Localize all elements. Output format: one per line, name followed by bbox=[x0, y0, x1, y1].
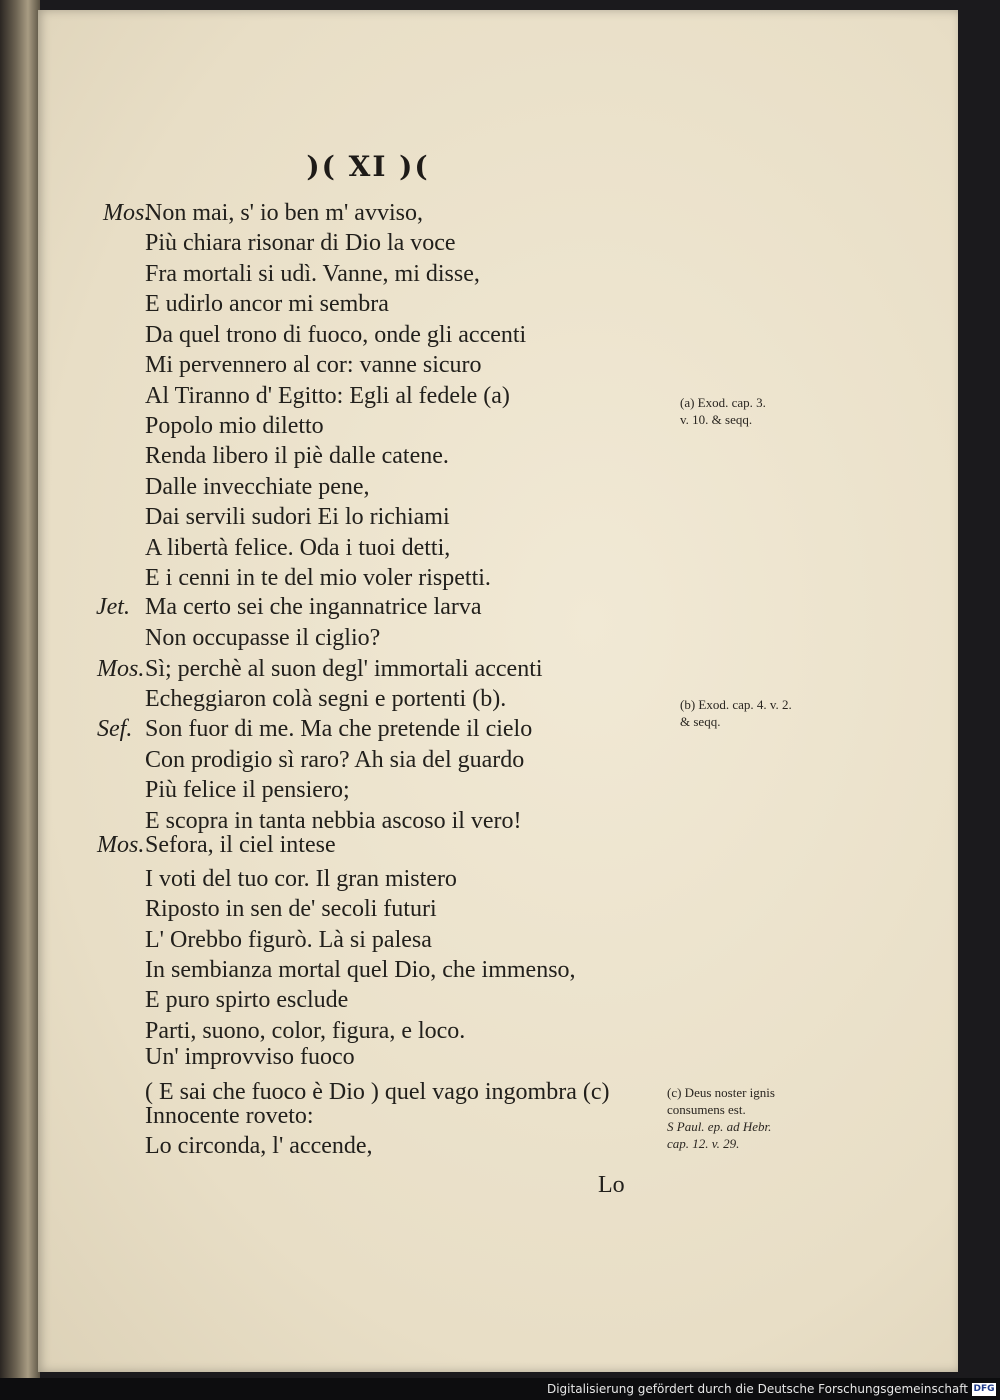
verse-line: Innocente roveto: bbox=[145, 1103, 314, 1129]
verse-line: Popolo mio diletto bbox=[145, 413, 324, 439]
dfg-logo-icon: DFG bbox=[973, 1384, 995, 1394]
note-line: & seqq. bbox=[680, 714, 721, 729]
speaker-label: Mos. bbox=[97, 656, 145, 682]
verse-line: Dai servili sudori Ei lo richiami bbox=[145, 504, 450, 530]
note-line: S Paul. ep. ad Hebr. bbox=[667, 1119, 772, 1134]
verse-line: I voti del tuo cor. Il gran mistero bbox=[145, 866, 457, 892]
margin-note-b bbox=[680, 696, 792, 730]
catchword: Lo bbox=[598, 1172, 625, 1198]
verse-line: E udirlo ancor mi sembra bbox=[145, 291, 389, 317]
verse-line: Son fuor di me. Ma che pretende il cielo bbox=[145, 716, 533, 742]
verse-line: E scopra in tanta nebbia ascoso il vero! bbox=[145, 808, 522, 834]
verse-line: A libertà felice. Oda i tuoi detti, bbox=[145, 535, 451, 561]
verse-line: Un' improvviso fuoco bbox=[145, 1044, 355, 1070]
verse-line: Parti, suono, color, figura, e loco. bbox=[145, 1018, 466, 1044]
speaker-label: Mos. bbox=[103, 200, 151, 226]
margin-note-c bbox=[667, 1084, 775, 1152]
verse-line: Da quel trono di fuoco, onde gli accenti bbox=[145, 322, 527, 348]
verse-line: In sembianza mortal quel Dio, che immenso, bbox=[145, 957, 576, 983]
footer-credit: Digitalisierung gefördert durch die Deutsche Forschungsgemeinschaft bbox=[546, 1382, 968, 1396]
verse-line: Renda libero il piè dalle catene. bbox=[145, 443, 449, 469]
adjacent-page-edge bbox=[0, 0, 40, 1378]
verse-line: Echeggiaron colà segni e portenti (b). bbox=[145, 686, 507, 712]
speaker-label: Jet. bbox=[96, 594, 130, 620]
footer-bar bbox=[0, 1378, 1000, 1400]
verse-line: L' Orebbo figurò. Là si palesa bbox=[145, 927, 432, 953]
note-line: (a) Exod. cap. 3. bbox=[680, 395, 766, 410]
verse-line: Non mai, s' io ben m' avviso, bbox=[145, 200, 423, 226]
verse-line: Con prodigio sì raro? Ah sia del guardo bbox=[145, 747, 525, 773]
note-line: (c) Deus noster ignis bbox=[667, 1085, 775, 1100]
verse-line: Dalle invecchiate pene, bbox=[145, 474, 370, 500]
note-line: cap. 12. v. 29. bbox=[667, 1136, 740, 1151]
verse-line: Ma certo sei che ingannatrice larva bbox=[145, 594, 482, 620]
verse-line: Non occupasse il ciglio? bbox=[145, 625, 381, 651]
margin-note-a bbox=[680, 394, 766, 428]
verse-line: ( E sai che fuoco è Dio ) quel vago ingombra (c) bbox=[145, 1079, 610, 1105]
page-number: )( XI )( bbox=[306, 150, 430, 183]
verse-line: Fra mortali si udì. Vanne, mi disse, bbox=[145, 261, 480, 287]
note-line: consumens est. bbox=[667, 1102, 746, 1117]
verse-line: Lo circonda, l' accende, bbox=[145, 1133, 373, 1159]
verse-line: Più felice il pensiero; bbox=[145, 777, 350, 803]
speaker-label: Sef. bbox=[97, 716, 133, 742]
verse-line: Mi pervennero al cor: vanne sicuro bbox=[145, 352, 482, 378]
verse-line: E i cenni in te del mio voler rispetti. bbox=[145, 565, 491, 591]
verse-line: Riposto in sen de' secoli futuri bbox=[145, 896, 437, 922]
verse-line: Più chiara risonar di Dio la voce bbox=[145, 230, 456, 256]
note-line: (b) Exod. cap. 4. v. 2. bbox=[680, 697, 792, 712]
verse-line: Al Tiranno d' Egitto: Egli al fedele (a) bbox=[145, 383, 510, 409]
note-line: v. 10. & seqq. bbox=[680, 412, 753, 427]
verse-line: Sefora, il ciel intese bbox=[145, 832, 336, 858]
verse-line: Sì; perchè al suon degl' immortali accenti bbox=[145, 656, 543, 682]
verse-line: E puro spirto esclude bbox=[145, 987, 349, 1013]
speaker-label: Mos. bbox=[97, 832, 145, 858]
